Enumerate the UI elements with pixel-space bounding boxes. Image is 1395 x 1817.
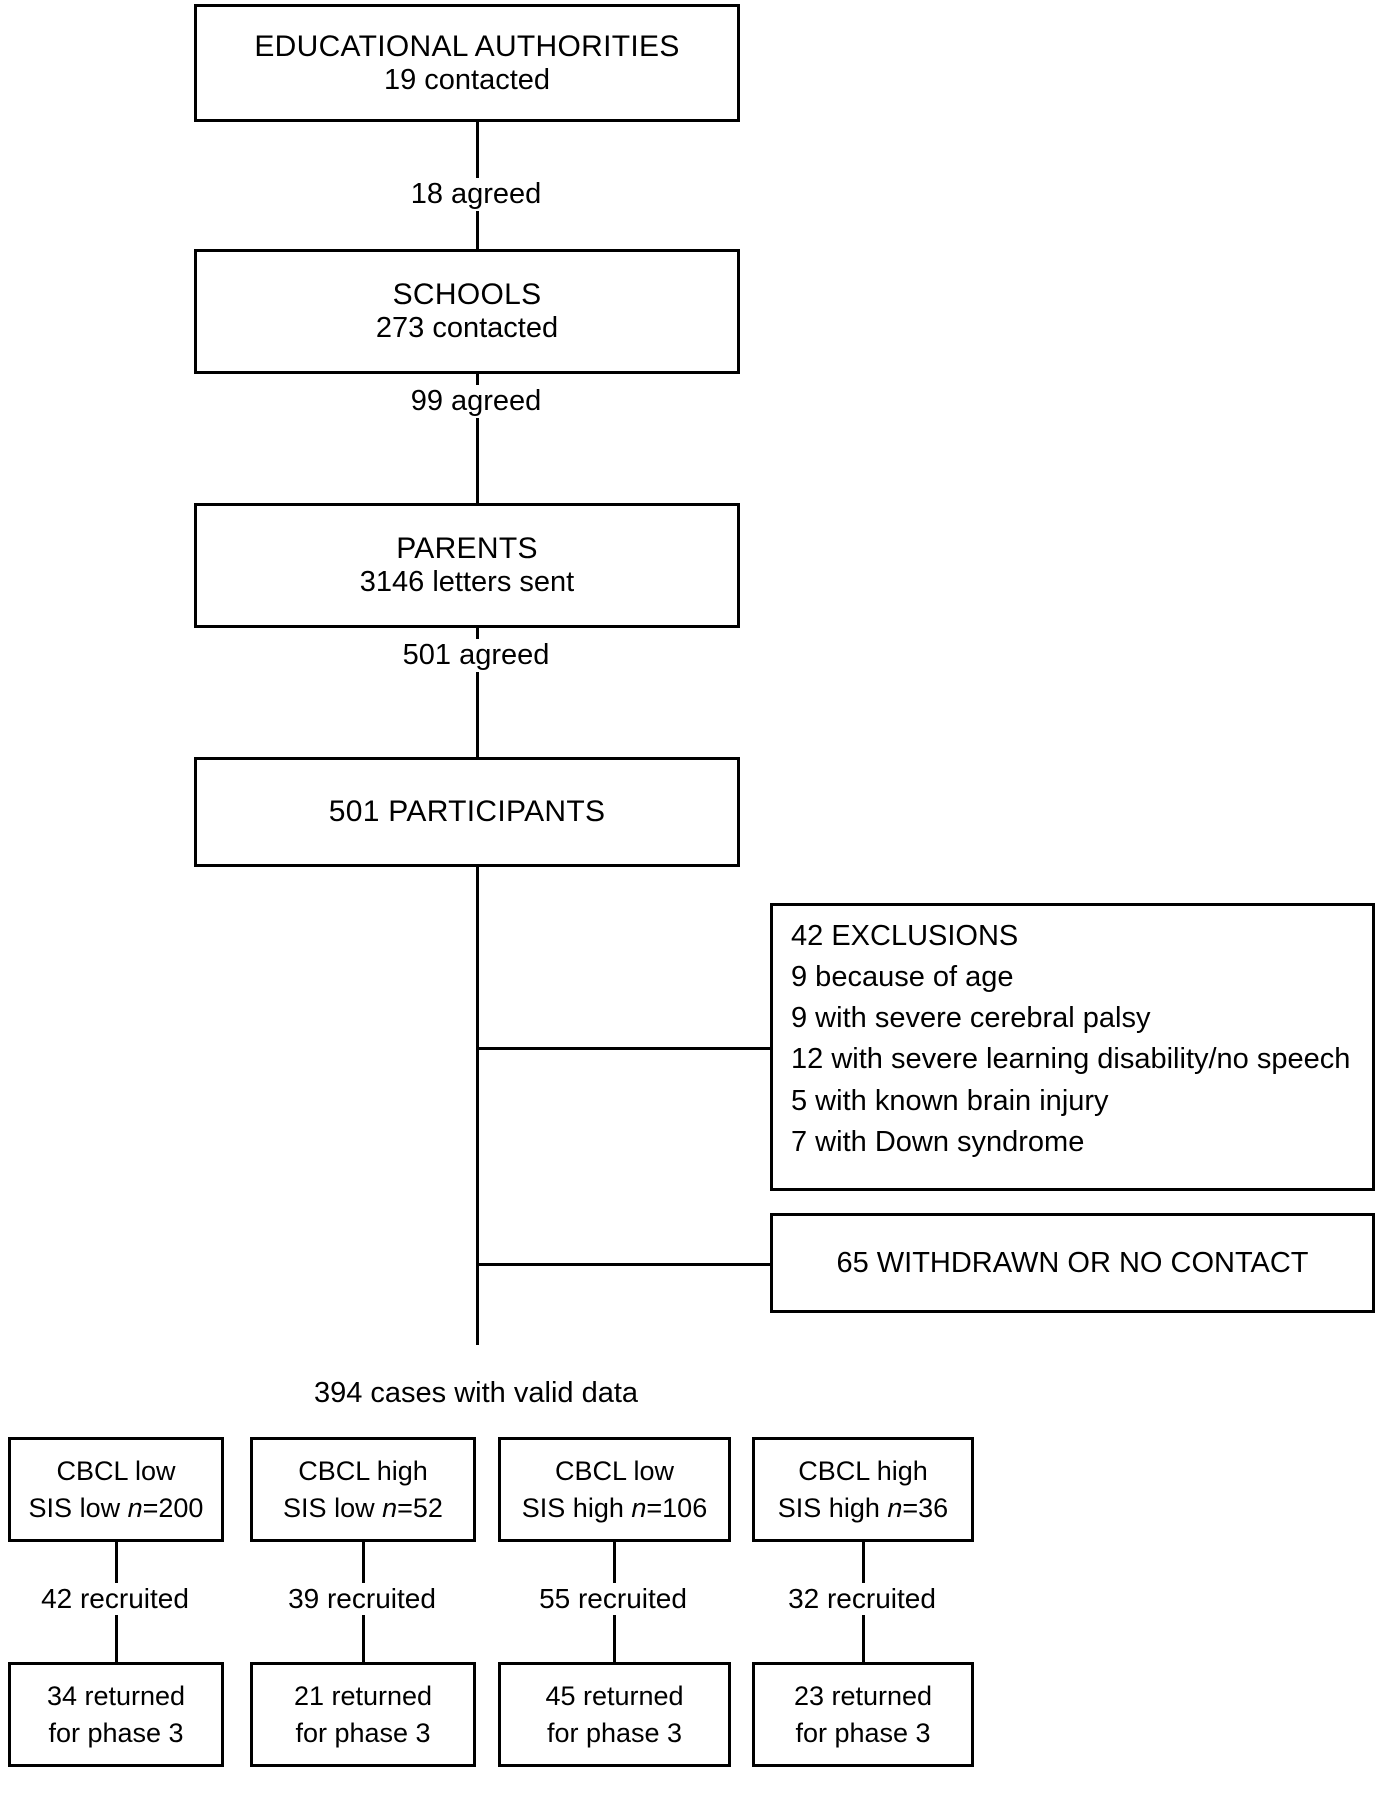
node-educational-authorities-detail: 19 contacted [383, 63, 551, 96]
group-4-n-symbol: n [887, 1492, 903, 1523]
edge-label-501-agreed: 501 agreed [376, 639, 576, 672]
group-2-returned-line1: 21 returned [293, 1681, 433, 1712]
node-participants-title: 501 PARTICIPANTS [328, 795, 606, 828]
group-4-line1: CBCL high [798, 1456, 928, 1487]
node-educational-authorities [194, 4, 740, 122]
node-parents [194, 503, 740, 628]
node-participants [194, 757, 740, 867]
group-4-returned-line1: 23 returned [793, 1681, 933, 1712]
connector-to-withdrawn [476, 1263, 772, 1266]
node-group-3 [498, 1437, 731, 1542]
node-parents-title: PARENTS [396, 532, 538, 565]
node-parents-detail: 3146 letters sent [359, 566, 575, 598]
group-2-sis-label: SIS low [283, 1492, 383, 1523]
exclusion-item: 9 with severe cerebral palsy [791, 1002, 1151, 1035]
node-withdrawn [770, 1213, 1375, 1313]
exclusion-item: 9 because of age [791, 961, 1014, 993]
node-group-1 [8, 1437, 224, 1542]
label-group-3-recruited: 55 recruited [513, 1583, 713, 1615]
node-group-4 [752, 1437, 974, 1542]
exclusion-item: 12 with severe learning disability/no speech [791, 1043, 1351, 1076]
edge-label-18-agreed: 18 agreed [376, 178, 576, 211]
label-group-2-recruited: 39 recruited [262, 1583, 462, 1615]
group-1-returned-line1: 34 returned [46, 1681, 186, 1712]
group-4-line2 [778, 1490, 948, 1526]
node-schools [194, 249, 740, 374]
group-1-sis-label: SIS low [28, 1492, 128, 1523]
node-withdrawn-title: 65 WITHDRAWN OR NO CONTACT [836, 1246, 1309, 1279]
exclusion-item: 5 with known brain injury [791, 1084, 1109, 1117]
node-exclusions-title: 42 EXCLUSIONS [791, 920, 1019, 952]
group-3-n-value: =106 [646, 1492, 708, 1523]
connector-to-exclusions [476, 1047, 772, 1050]
label-group-4-recruited: 32 recruited [762, 1583, 962, 1615]
group-3-line2 [522, 1490, 707, 1526]
group-4-sis-label: SIS high [777, 1492, 888, 1523]
node-group-2-returned [250, 1662, 476, 1767]
group-4-n-value: =36 [902, 1492, 949, 1523]
group-2-returned-line2: for phase 3 [295, 1717, 431, 1748]
label-valid-cases: 394 cases with valid data [276, 1377, 676, 1410]
group-1-line1: CBCL low [56, 1456, 176, 1487]
group-2-n-value: =52 [397, 1492, 443, 1523]
group-1-line2 [29, 1490, 204, 1526]
label-group-1-recruited: 42 recruited [15, 1583, 215, 1615]
edge-label-99-agreed: 99 agreed [376, 385, 576, 418]
node-schools-title: SCHOOLS [392, 278, 542, 311]
exclusion-item: 7 with Down syndrome [791, 1125, 1085, 1158]
node-exclusions [770, 903, 1375, 1191]
node-group-4-returned [752, 1662, 974, 1767]
group-3-returned-line1: 45 returned [545, 1681, 684, 1712]
group-3-returned-line2: for phase 3 [546, 1717, 683, 1748]
group-2-n-symbol: n [382, 1492, 398, 1523]
group-3-n-symbol: n [631, 1492, 647, 1523]
node-group-1-returned [8, 1662, 224, 1767]
group-1-returned-line2: for phase 3 [48, 1717, 184, 1748]
node-group-2 [250, 1437, 476, 1542]
group-4-returned-line2: for phase 3 [795, 1717, 931, 1748]
group-2-line1: CBCL high [298, 1456, 428, 1487]
group-3-line1: CBCL low [554, 1456, 675, 1487]
group-1-n-symbol: n [127, 1492, 143, 1523]
group-3-sis-label: SIS high [521, 1492, 632, 1523]
group-2-line2 [283, 1490, 443, 1526]
node-group-3-returned [498, 1662, 731, 1767]
group-1-n-value: =200 [142, 1492, 204, 1523]
node-schools-detail: 273 contacted [375, 312, 559, 344]
connector-participants-spine [476, 867, 479, 1345]
node-educational-authorities-title: EDUCATIONAL AUTHORITIES [254, 29, 680, 63]
